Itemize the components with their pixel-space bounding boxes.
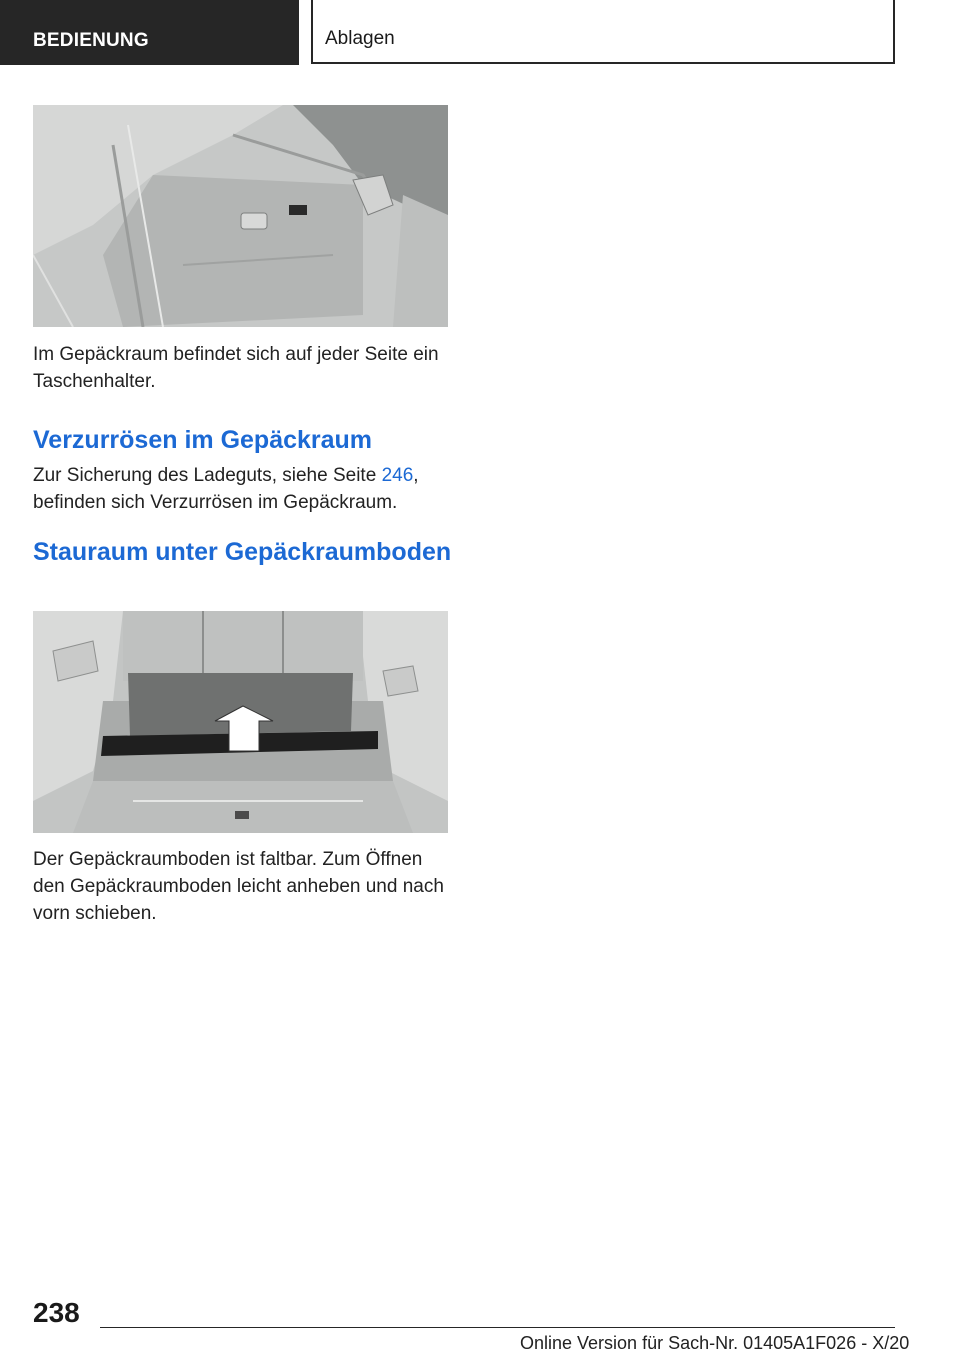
chapter-label: Ablagen xyxy=(325,28,395,49)
chapter-header xyxy=(311,0,895,64)
section-label: BEDIENUNG xyxy=(33,30,149,51)
bag-holder-text: Im Gepäckraum befindet sich auf jeder Seite ein Taschenhalter. xyxy=(33,344,439,392)
tie-down-text xyxy=(33,462,453,516)
trunk-bag-holder-drawing xyxy=(33,105,448,327)
tie-down-text-start: Zur Sicherung des Ladeguts, siehe Seite xyxy=(33,465,382,486)
trunk-bag-holder-illustration xyxy=(33,105,448,327)
page-number: 238 xyxy=(33,1297,80,1328)
tie-down-text-end: , befinden sich Verzurrösen im Gepäckraum. xyxy=(33,465,419,513)
online-version-note: Online Version für Sach-Nr. 01405A1F026 - X/20 xyxy=(520,1333,910,1353)
trunk-floor-illustration xyxy=(33,611,448,833)
floor-text: Der Gepäckraumboden ist faltbar. Zum Öffnen den Gepäckraumboden leicht anheben und nach vorn schieben. xyxy=(33,849,444,924)
tie-down-heading: Verzurrösen im Gepäckraum xyxy=(33,426,373,454)
page-link-246[interactable]: 246 xyxy=(381,465,414,486)
footer-divider xyxy=(100,1327,895,1328)
storage-heading: Stauraum unter Gepäckraumboden xyxy=(33,538,452,566)
section-tab xyxy=(0,0,299,65)
trunk-floor-drawing xyxy=(33,611,448,833)
